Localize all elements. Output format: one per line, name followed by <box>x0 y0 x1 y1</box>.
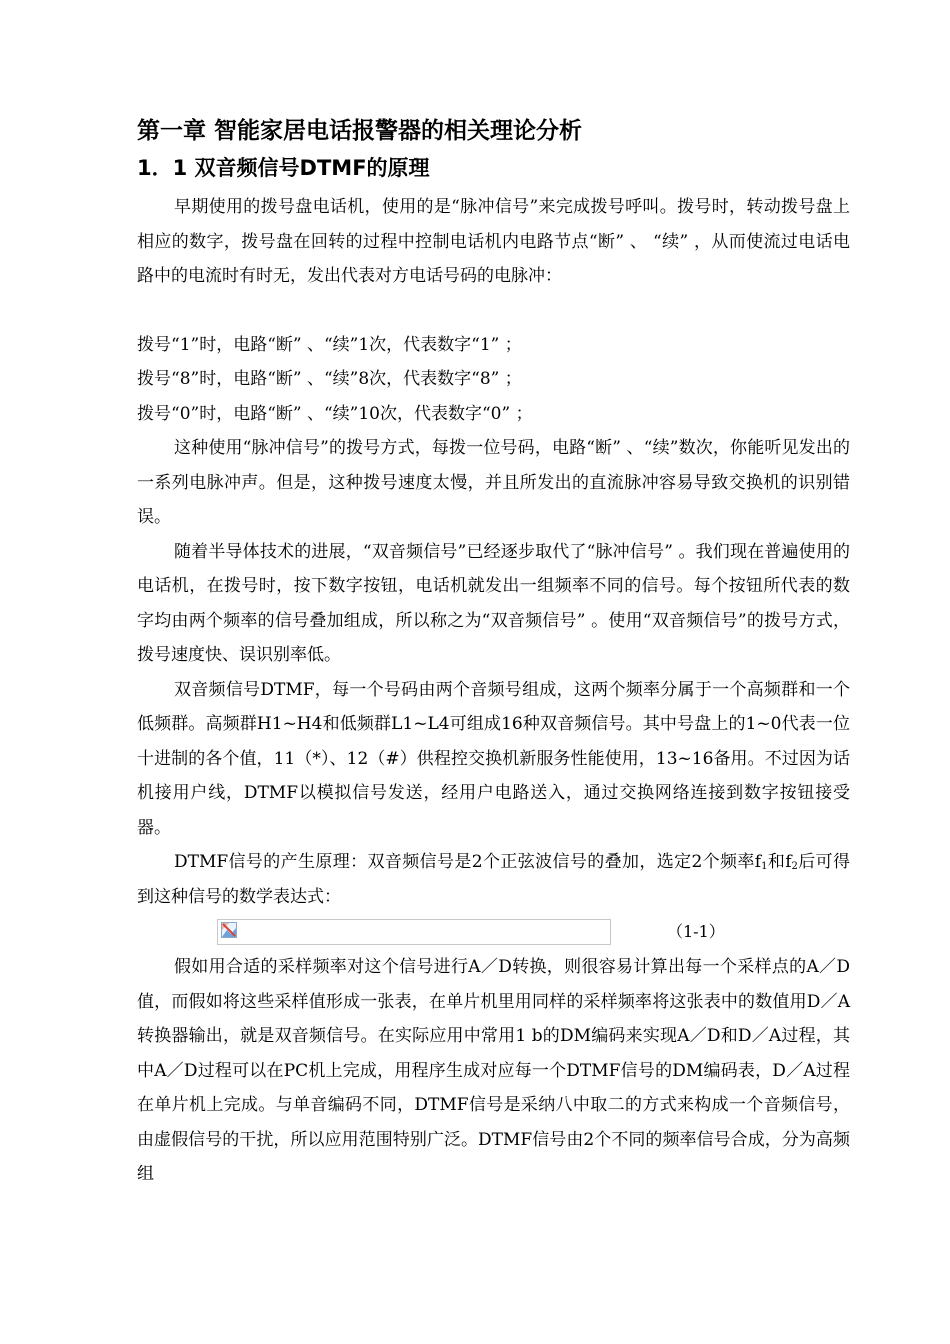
principle-text-c: 后可得到这种信号的数学表达式： <box>137 852 850 907</box>
paragraph-sampling: 假如用合适的采样频率对这个信号进行A／D转换，则很容易计算出每一个采样点的A／D值，而假如将这些采样值形成一张表，在单片机里用同样的采样频率将这张表中的数值用D／A转换器输出，就是双音频信号。在实际应用中常用1 b的DM编码来实现A／D和D／A过程，其中A／D过程可以在PC机上完成，用程序生成对应每一个DTMF信号的DM编码表，D／A过程在单片机上完成。与单音编码不同，DTMF信号是采纳八中取二的方式来构成一个音频信号，由虚假信号的干扰，所以应用范围特别广泛。DTMF信号由2个不同的频率信号合成，分为高频组 <box>137 957 850 1184</box>
chapter-title: 第一章 智能家居电话报警器的相关理论分析 <box>137 118 583 144</box>
blank-line <box>137 294 850 328</box>
formula-image-placeholder <box>217 919 611 945</box>
freq-f2: $f_2$ <box>785 852 798 872</box>
formula-row <box>137 914 850 950</box>
principle-text-b: 和 <box>767 852 786 872</box>
paragraph-pulse-drawbacks: 这种使用“脉冲信号”的拨号方式，每拨一位号码，电路“断” 、“续”数次，你能听见发出的一系列电脉冲声。但是，这种拨号速度太慢，并且所发出的直流脉冲容易导致交换机的识别错误。 <box>137 438 850 527</box>
list-item-dial-1: 拨号“1”时，电路“断” 、“续”1次，代表数字“1” ； <box>137 334 522 355</box>
document-page <box>137 112 850 1192</box>
paragraph-dual-tone-intro: 随着半导体技术的进展，“双音频信号”已经逐步取代了“脉冲信号” 。我们现在普遍使用的电话机，在拨号时，按下数字按钮，电话机就发出一组频率不同的信号。每个按钮所代表的数字均由两个频率的信号叠加组成，所以称之为“双音频信号” 。使用“双音频信号”的拨号方式，拨号速度快、误识别率低。 <box>137 541 850 665</box>
freq-f1: $f_1$ <box>754 852 768 872</box>
broken-image-icon <box>221 922 237 938</box>
list-item-dial-8: 拨号“8”时，电路“断” 、“续”8次，代表数字“8” ； <box>137 369 522 389</box>
paragraph-pulse-dialing: 早期使用的拨号盘电话机，使用的是“脉冲信号”来完成拨号呼叫。拨号时，转动拨号盘上相应的数字，拨号盘在回转的过程中控制电话机内电路节点“断” 、 “续” ，从而使流过电话电路中的电流时有时无，发出代表对方电话号码的电脉冲： <box>137 197 850 286</box>
formula-number: （1-1） <box>667 922 725 941</box>
principle-text-a: DTMF信号的产生原理：双音频信号是2个正弦波信号的叠加，选定2个频率 <box>174 852 755 872</box>
paragraph-dtmf-principle <box>137 845 850 914</box>
list-item-dial-0: 拨号“0”时，电路“断” 、“续”10次，代表数字“0” ； <box>137 403 533 424</box>
paragraph-dtmf-groups: 双音频信号DTMF，每一个号码由两个音频号组成，这两个频率分属于一个高频群和一个低频群。高频群H1~H4和低频群L1~L4可组成16种双音频信号。其中号盘上的1~0代表一位十进制的各个值，11（*）、12（#）供程控交换机新服务性能使用，13~16备用。不过因为话机接用户线，DTMF以模拟信号发送，经用户电路送入，通过交换网络连接到数字按钮接受器。 <box>137 679 850 838</box>
section-title: 1．1 双音频信号DTMF的原理 <box>137 156 430 180</box>
